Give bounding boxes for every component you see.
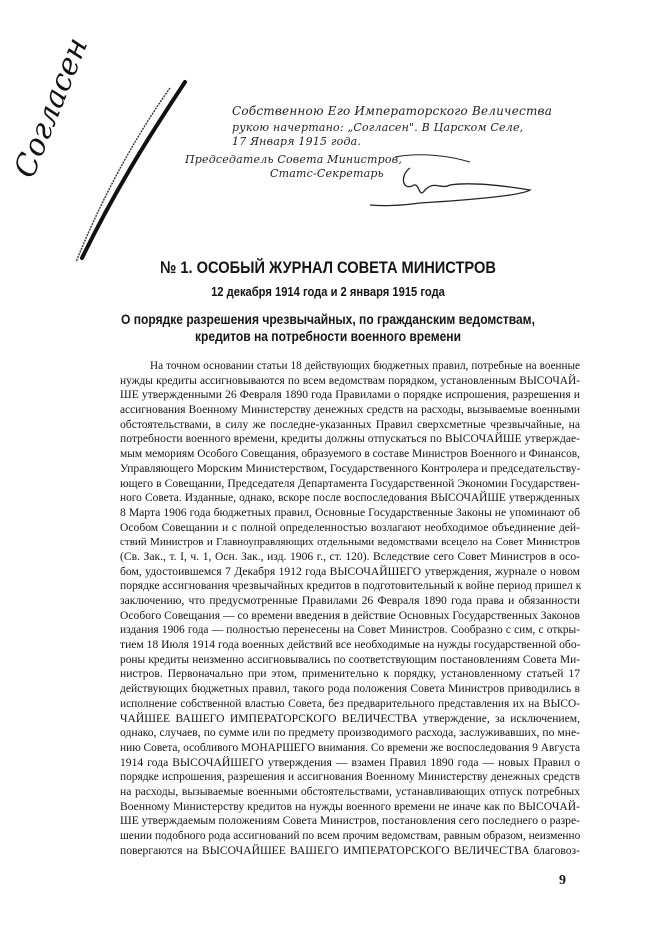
resolution-handwriting	[8, 33, 96, 183]
body-line: ющего в Совещании, Председателя Департамента Государственной Экономии Государствен-	[120, 476, 580, 490]
handwritten-resolution-mark	[0, 0, 656, 300]
body-line: шении подобного рода ассигнований по всем прочим ведомствам, равным образом, неизменно	[120, 830, 581, 842]
annotation-line: Статс-Секретарь	[270, 167, 384, 180]
body-line: ствий Министров и Главноуправляющих отдельными ведомствами всецело на Совет Министров	[120, 536, 580, 549]
body-line: Особого Совещания — со времени введения в действие Основных Государственных Законов	[120, 608, 580, 622]
body-line: Военному Министерству кредитов на нужды военного времени не иначе как по ВЫСОЧАЙ-	[120, 799, 580, 813]
body-line: на расходы, вызываемые военными обстоятельствами, устанавливающих отпуск потребных	[120, 784, 580, 798]
body-line: исполнение собственной властью Совета, без предварительного представления их на ВЫСО-	[120, 697, 580, 710]
body-line: повергаются на ВЫСОЧАЙШЕЕ ВАШЕГО ИМПЕРАТОРСКОГО ВЕЛИЧЕСТВА благовоз-	[120, 843, 580, 857]
body-line: заключению, что предусмотренные Правилами 26 Февраля 1890 года права и обязанности	[120, 594, 580, 607]
signature-scribble	[370, 168, 530, 206]
annotation-line: Председатель Совета Министров,	[185, 153, 403, 166]
resolution-text: Согласен	[7, 32, 96, 183]
subject-heading: О порядке разрешения чрезвычайных, по гражданским ведомствам,	[121, 311, 535, 327]
body-line: На точном основании статьи 18 действующих бюджетных правил, потребные на военные	[150, 360, 580, 372]
body-line: нужды кредиты ассигновываются по всем ведомствам порядком, установленным ВЫСОЧАЙ-	[120, 374, 580, 387]
body-line: бом, удостоившемся 7 Декабря 1912 года ВЫСОЧАЙШЕГО утверждения, журнале о новом	[120, 564, 580, 578]
body-line: Управляющего Морским Министерством, Государственного Контролера и председательству-	[120, 461, 581, 475]
body-line: обстоятельствами, в силу же последне-указанных Правил сверхсметные чрезвычайные, на	[120, 417, 580, 431]
page-title: № 1. ОСОБЫЙ ЖУРНАЛ СОВЕТА МИНИСТРОВ	[160, 258, 496, 277]
resolution-flourish-thin	[76, 88, 170, 262]
body-line: порядке ассигнования чрезвычайных кредитов в подготовительный к войне период пришел к	[120, 579, 582, 593]
body-line: ного Совета. Изданные, однако, вскоре после воспоследования ВЫСОЧАЙШЕ утвержденных	[120, 492, 580, 505]
body-line: ШЕ утвержденными 26 Февраля 1890 года Правилами о порядке испрошения, разрешения и	[120, 388, 580, 402]
annotation-line: Собственною Его Императорского Величества	[232, 104, 553, 118]
body-line: тием 18 Июля 1914 года военных действий все необходимые на нужды государственной обо-	[120, 638, 581, 652]
body-line: ЧАЙШЕЕ ВАШЕГО ИМПЕРАТОРСКОГО ВЕЛИЧЕСТВА утверждение, за исключением,	[120, 711, 580, 725]
resolution-flourish-stroke	[82, 82, 185, 258]
body-text	[120, 359, 580, 858]
page-number: 9	[559, 873, 566, 888]
body-line: издания 1906 года — полностью перенесены на Совет Министров. Сообразно с сим, с откры-	[120, 624, 580, 637]
body-line: однако, случаев, по сумме или по предмету производимого расхода, заслуживавших, по мне-	[120, 726, 580, 740]
body-line: мым мемориям Особого Совещания, образуемого в составе Министров Военного и Финансов,	[120, 448, 580, 461]
body-line: нию Совета, особливого МОНАРШЕГО внимания. Со времени же воспоследования 9 Августа	[120, 741, 580, 754]
annotation-line: 17 Января 1915 года.	[232, 135, 362, 148]
body-line: ассигнования Военному Министерству денежных средств на расходы, вызываемые военными	[120, 404, 580, 417]
subject-heading: кредитов на потребности военного времени	[195, 328, 461, 344]
body-line: нистров. Первоначально при этом, применительно к порядку, установленному статьей 17	[120, 667, 580, 681]
document-dates: 12 декабря 1914 года и 2 января 1915 года	[211, 284, 445, 299]
body-line: порядке испрошения, разрешения и ассигнования Военному Министерству денежных средств	[120, 771, 580, 784]
body-line: роны кредиты неизменно ассигновывались по соответствующим постановлениям Совета Ми-	[120, 653, 580, 666]
body-line: действующих бюджетных правил, такого рода положения Совета Министров приводились в	[120, 682, 580, 696]
body-line: ШЕ утверждаемым положениям Совета Министров, постановления сего последнего о разре-	[120, 814, 580, 828]
annotation-line: рукою начертано: „Согласен". В Царском Селе,	[232, 121, 524, 134]
body-line: потребности военного времени, кредиты должны отпускаться по ВЫСОЧАЙШЕ утверждае-	[120, 432, 580, 446]
body-line: 8 Марта 1906 года бюджетных правил, Основные Государственные Законы не упоминают об	[120, 505, 580, 519]
body-line: Особом Совещании и с полной определенностью возлагают необходимое объединение дей-	[120, 520, 580, 534]
body-line: 1914 года ВЫСОЧАЙШЕГО утверждения — взамен Правил 1890 года — новых Правил о	[120, 755, 580, 769]
body-line: (Св. Зак., т. I, ч. 1, Осн. Зак., изд. 1906 г., ст. 120). Вследствие сего Совет Министров в осо-	[120, 549, 580, 563]
